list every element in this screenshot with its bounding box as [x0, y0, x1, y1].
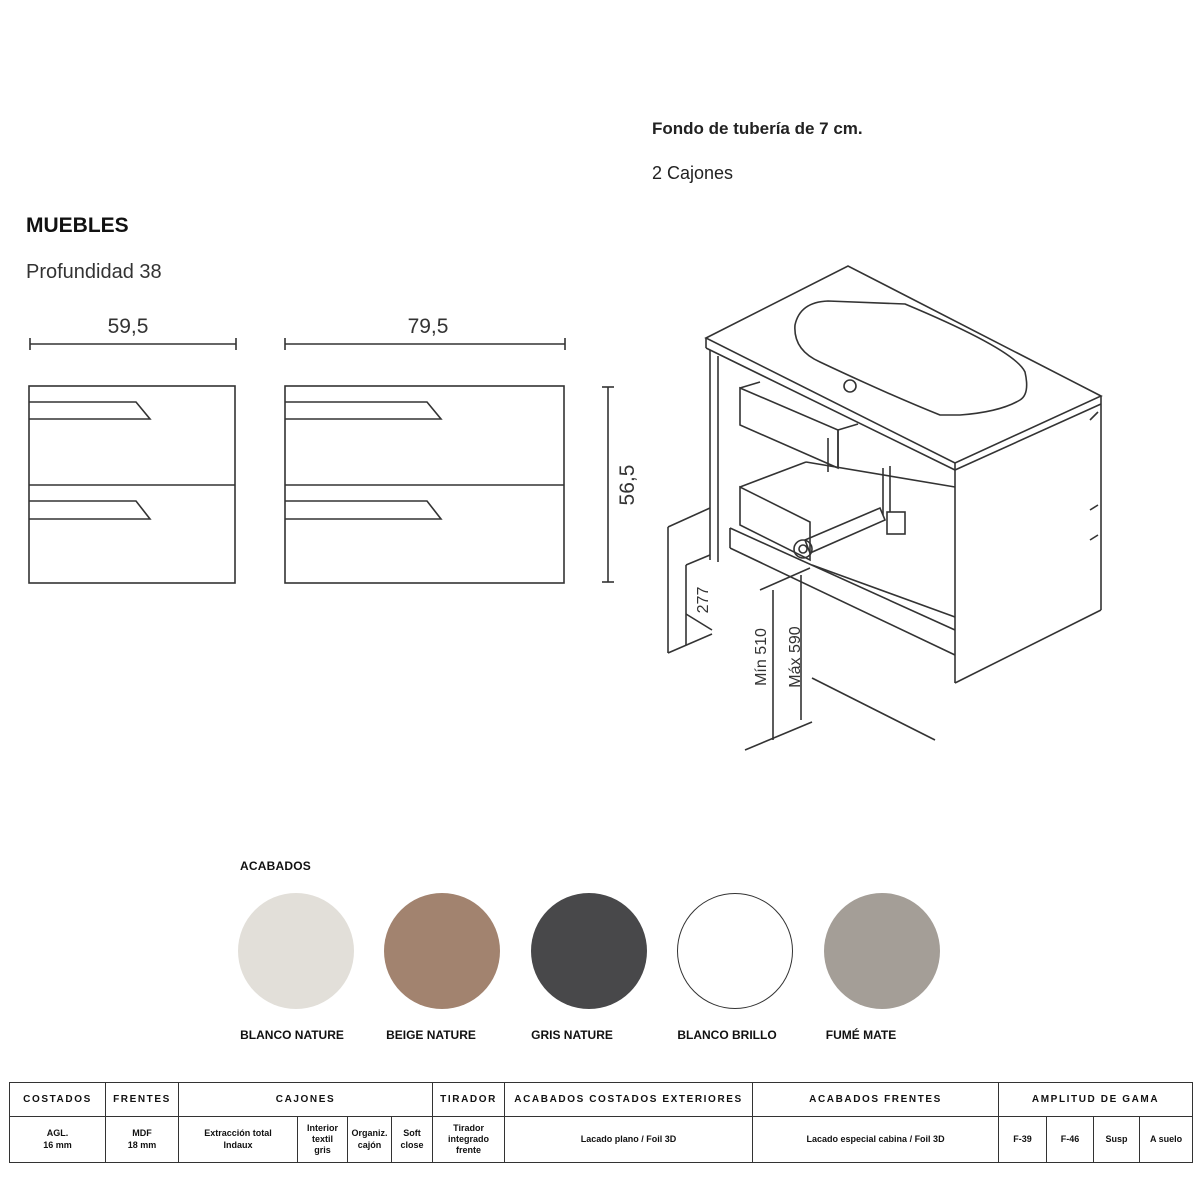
swatch-gris-nature — [531, 893, 647, 1009]
cabinet-front-large — [285, 386, 564, 583]
dimension-line-large — [285, 338, 565, 350]
cell-interior: Interior textil gris — [298, 1117, 348, 1163]
swatch-fume-mate — [824, 893, 940, 1009]
swatch-label-beige-nature: BEIGE NATURE — [386, 1028, 476, 1042]
depth-subtitle: Profundidad 38 — [26, 261, 162, 283]
cell-extraccion: Extracción total Indaux — [179, 1117, 298, 1163]
swatch-beige-nature — [384, 893, 500, 1009]
cell-tirador: Tirador integrado frente — [433, 1117, 505, 1163]
header-tirador: TIRADOR — [433, 1083, 505, 1117]
width-label-small: 59,5 — [107, 315, 149, 338]
dimension-line-height — [602, 387, 614, 582]
swatch-blanco-nature — [238, 893, 354, 1009]
cell-costados: AGL. 16 mm — [10, 1117, 106, 1163]
header-costados: COSTADOS — [10, 1083, 106, 1117]
cell-susp: Susp — [1094, 1117, 1140, 1163]
cell-f46: F-46 — [1047, 1117, 1094, 1163]
dim-277-label: 277 — [695, 586, 712, 614]
spec-header-row — [10, 1083, 1193, 1117]
dim-min-label: Mín 510 — [753, 628, 770, 686]
cell-acabados-costados: Lacado plano / Foil 3D — [505, 1117, 753, 1163]
dim-max-label: Máx 590 — [787, 626, 804, 688]
spec-value-row — [10, 1117, 1193, 1163]
swatch-label-gris-nature: GRIS NATURE — [531, 1028, 613, 1042]
cabinet-perspective — [668, 266, 1101, 750]
pipe-depth-note: Fondo de tubería de 7 cm. — [652, 119, 863, 138]
cabinet-front-small — [29, 386, 235, 583]
finishes-title: ACABADOS — [240, 859, 311, 873]
cell-f39: F-39 — [999, 1117, 1047, 1163]
width-label-large: 79,5 — [407, 315, 449, 338]
swatch-label-blanco-brillo: BLANCO BRILLO — [677, 1028, 777, 1042]
drawer-count-note: 2 Cajones — [652, 163, 734, 183]
section-title: MUEBLES — [26, 214, 129, 237]
header-frentes: FRENTES — [106, 1083, 179, 1117]
swatch-label-fume-mate: FUMÉ MATE — [825, 1028, 897, 1042]
dimension-line-small — [30, 338, 236, 350]
header-acabados-costados: ACABADOS COSTADOS EXTERIORES — [505, 1083, 753, 1117]
swatch-blanco-brillo — [677, 893, 793, 1009]
swatch-label-blanco-nature: BLANCO NATURE — [240, 1028, 344, 1042]
cell-acabados-frentes: Lacado especial cabina / Foil 3D — [753, 1117, 999, 1163]
spec-table — [9, 1082, 1193, 1163]
cell-a-suelo: A suelo — [1140, 1117, 1193, 1163]
cell-soft-close: Soft close — [392, 1117, 433, 1163]
cell-organiz: Organiz. cajón — [348, 1117, 392, 1163]
header-acabados-frentes: ACABADOS FRENTES — [753, 1083, 999, 1117]
header-cajones: CAJONES — [179, 1083, 433, 1117]
cell-frentes: MDF 18 mm — [106, 1117, 179, 1163]
height-label: 56,5 — [616, 464, 639, 506]
header-amplitud: AMPLITUD DE GAMA — [999, 1083, 1193, 1117]
